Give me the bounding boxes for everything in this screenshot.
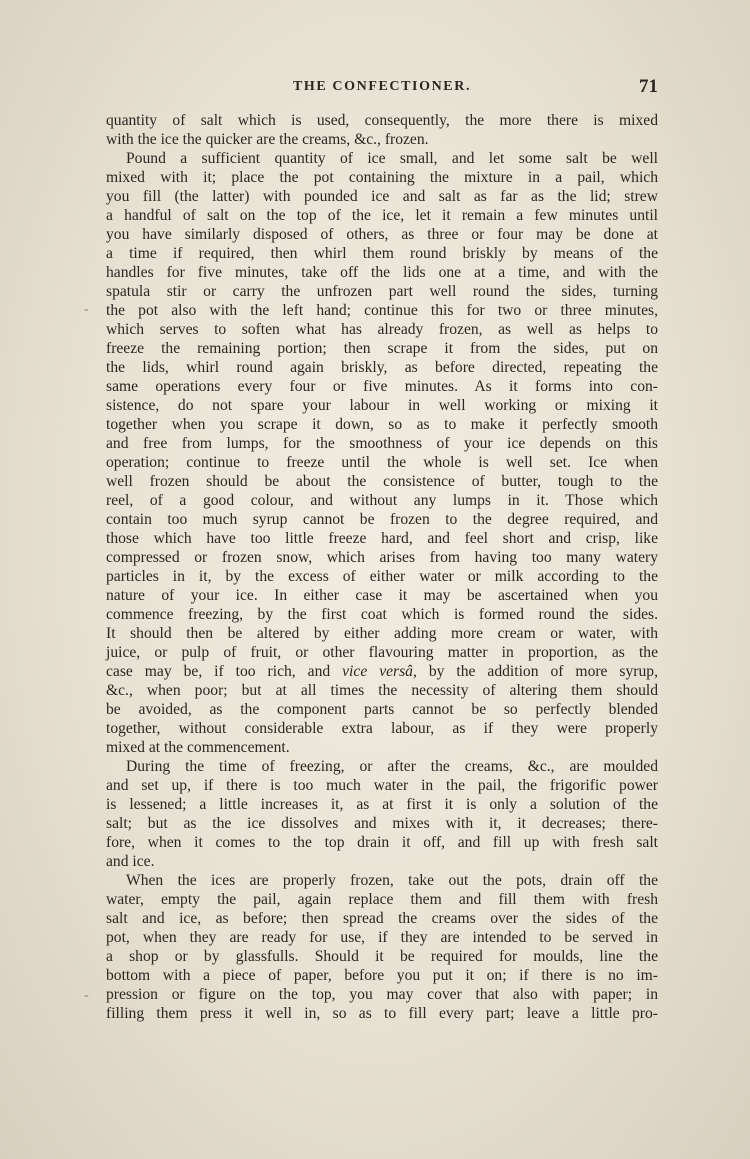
text-line: water, empty the pail, again replace them and fill them with fresh bbox=[106, 891, 658, 908]
text-line: operation; continue to freeze until the whole is well set. Ice when bbox=[106, 454, 658, 471]
text-line: nature of your ice. In either case it may be ascertained when you bbox=[106, 587, 658, 604]
text-line: commence freezing, by the first coat which is formed round the sides. bbox=[106, 606, 658, 623]
page-number: 71 bbox=[639, 76, 658, 97]
text-line: particles in it, by the excess of either water or milk according to the bbox=[106, 568, 658, 585]
text-line: spatula stir or carry the unfrozen part well round the sides, turning bbox=[106, 283, 658, 300]
text-line: quantity of salt which is used, consequently, the more there is mixed bbox=[106, 112, 658, 129]
text-line: well frozen should be about the consistence of butter, tough to the bbox=[106, 473, 658, 490]
text-line: juice, or pulp of fruit, or other flavouring matter in proportion, as the bbox=[106, 644, 658, 661]
text-line: pot, when they are ready for use, if they are intended to be served in bbox=[106, 929, 658, 946]
text-line: case may be, if too rich, and vice versâ, by the addition of more syrup, bbox=[106, 663, 658, 680]
text-line: freeze the remaining portion; then scrape it from the sides, put on bbox=[106, 340, 658, 357]
text-line: a time if required, then whirl them round briskly by means of the bbox=[106, 245, 658, 262]
text-line: together when you scrape it down, so as to make it perfectly smooth bbox=[106, 416, 658, 433]
text-line: together, without considerable extra labour, as if they were properly bbox=[106, 720, 658, 737]
text-line: salt; but as the ice dissolves and mixes with it, it decreases; there- bbox=[106, 815, 658, 832]
text-line: those which have too little freeze hard, and feel short and crisp, like bbox=[106, 530, 658, 547]
margin-dash-mark: - bbox=[84, 302, 89, 317]
margin-dash-mark: - bbox=[84, 988, 89, 1003]
text-line: the lids, whirl round again briskly, as before directed, repeating the bbox=[106, 359, 658, 376]
text-line: and set up, if there is too much water in the pail, the frigorific power bbox=[106, 777, 658, 794]
text-line: you fill (the latter) with pounded ice and salt as far as the lid; strew bbox=[106, 188, 658, 205]
text-line: salt and ice, as before; then spread the creams over the sides of the bbox=[106, 910, 658, 927]
running-title: THE CONFECTIONER. bbox=[292, 79, 472, 94]
text-line: which serves to soften what has already frozen, as well as helps to bbox=[106, 321, 658, 338]
text-line: same operations every four or five minutes. As it forms into con- bbox=[106, 378, 658, 395]
body-text bbox=[106, 111, 658, 1023]
text-line: mixed at the commencement. bbox=[106, 739, 290, 756]
text-line: During the time of freezing, or after the creams, &c., are moulded bbox=[126, 758, 658, 775]
text-line: bottom with a piece of paper, before you put it on; if there is no im- bbox=[106, 967, 658, 984]
text-line: be avoided, as the component parts cannot be so perfectly blended bbox=[106, 701, 658, 718]
text-line: and free from lumps, for the smoothness of your ice depends on this bbox=[106, 435, 658, 452]
italic-phrase: vice versâ bbox=[342, 663, 413, 680]
text-line: the pot also with the left hand; continue this for two or three minutes, bbox=[106, 302, 658, 319]
text-line: sistence, do not spare your labour in well working or mixing it bbox=[106, 397, 658, 414]
text-line: you have similarly disposed of others, as three or four may be done at bbox=[106, 226, 658, 243]
text-line: contain too much syrup cannot be frozen to the degree required, and bbox=[106, 511, 658, 528]
text-line: Pound a sufficient quantity of ice small, and let some salt be well bbox=[126, 150, 658, 167]
text-line: fore, when it comes to the top drain it off, and fill up with fresh salt bbox=[106, 834, 658, 851]
text-line: mixed with it; place the pot containing the mixture in a pail, which bbox=[106, 169, 658, 186]
text-line: with the ice the quicker are the creams, &c., frozen. bbox=[106, 131, 429, 148]
text-line: filling them press it well in, so as to fill every part; leave a little pro- bbox=[106, 1005, 658, 1022]
running-head bbox=[106, 76, 658, 102]
text-line: handles for five minutes, take off the lids one at a time, and with the bbox=[106, 264, 658, 281]
text-line: It should then be altered by either adding more cream or water, with bbox=[106, 625, 658, 642]
text-line: When the ices are properly frozen, take out the pots, drain off the bbox=[126, 872, 658, 889]
text-line: a handful of salt on the top of the ice, let it remain a few minutes until bbox=[106, 207, 658, 224]
text-line: and ice. bbox=[106, 853, 155, 870]
text-line: reel, of a good colour, and without any lumps in it. Those which bbox=[106, 492, 658, 509]
text-line: a shop or by glassfulls. Should it be required for moulds, line the bbox=[106, 948, 658, 965]
text-line: compressed or frozen snow, which arises from having too many watery bbox=[106, 549, 658, 566]
text-line: pression or figure on the top, you may cover that also with paper; in bbox=[106, 986, 658, 1003]
text-line: is lessened; a little increases it, as at first it is only a solution of the bbox=[106, 796, 658, 813]
text-line: &c., when poor; but at all times the necessity of altering them should bbox=[106, 682, 658, 699]
